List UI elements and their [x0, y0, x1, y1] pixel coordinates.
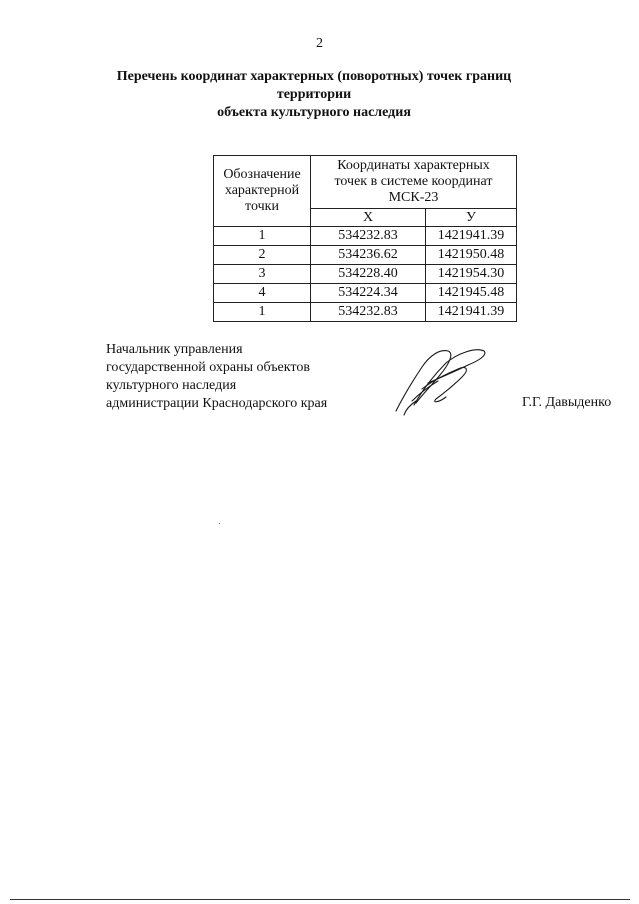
header-x: X	[311, 209, 426, 227]
header-point-line: характерной	[224, 183, 300, 198]
handwritten-signature	[392, 345, 492, 417]
table-row	[214, 246, 517, 265]
footer-rule	[10, 899, 630, 900]
table-row	[214, 303, 517, 322]
table-row	[214, 227, 517, 246]
signer-name: Г.Г. Давыденко	[522, 395, 612, 410]
header-y: У	[426, 209, 517, 227]
signer-position-line: культурного наследия	[106, 378, 237, 393]
header-point-line: точки	[245, 199, 279, 214]
y-cell: 1421941.39	[426, 227, 517, 246]
signer-position-line: администрации Краснодарского края	[106, 396, 328, 411]
document-title	[100, 68, 528, 122]
table-row	[214, 284, 517, 303]
header-coordinates	[311, 156, 517, 209]
point-cell: 4	[214, 284, 311, 303]
header-coords-line: точек в системе координат	[334, 174, 493, 189]
point-cell: 2	[214, 246, 311, 265]
y-cell: 1421950.48	[426, 246, 517, 265]
page-number: 2	[316, 36, 323, 51]
title-line-2: объекта культурного наследия	[217, 105, 411, 120]
table-row	[214, 265, 517, 284]
signer-position-line: Начальник управления	[106, 342, 243, 357]
y-cell: 1421954.30	[426, 265, 517, 284]
header-coords-line: МСК-23	[388, 190, 439, 205]
point-cell: 3	[214, 265, 311, 284]
header-point-designation	[214, 156, 311, 227]
signer-position-line: государственной охраны объектов	[106, 360, 310, 375]
scan-speck	[219, 523, 220, 524]
x-cell: 534224.34	[311, 284, 426, 303]
point-cell: 1	[214, 227, 311, 246]
x-cell: 534236.62	[311, 246, 426, 265]
header-point-line: Обозначение	[223, 167, 301, 182]
header-coords-line: Координаты характерных	[337, 158, 490, 173]
coordinates-table	[213, 155, 517, 322]
x-cell: 534232.83	[311, 303, 426, 322]
x-cell: 534232.83	[311, 227, 426, 246]
signer-position	[106, 341, 327, 413]
y-cell: 1421941.39	[426, 303, 517, 322]
x-cell: 534228.40	[311, 265, 426, 284]
point-cell: 1	[214, 303, 311, 322]
y-cell: 1421945.48	[426, 284, 517, 303]
title-line-1: Перечень координат характерных (поворотных) точек границ территории	[116, 69, 512, 102]
